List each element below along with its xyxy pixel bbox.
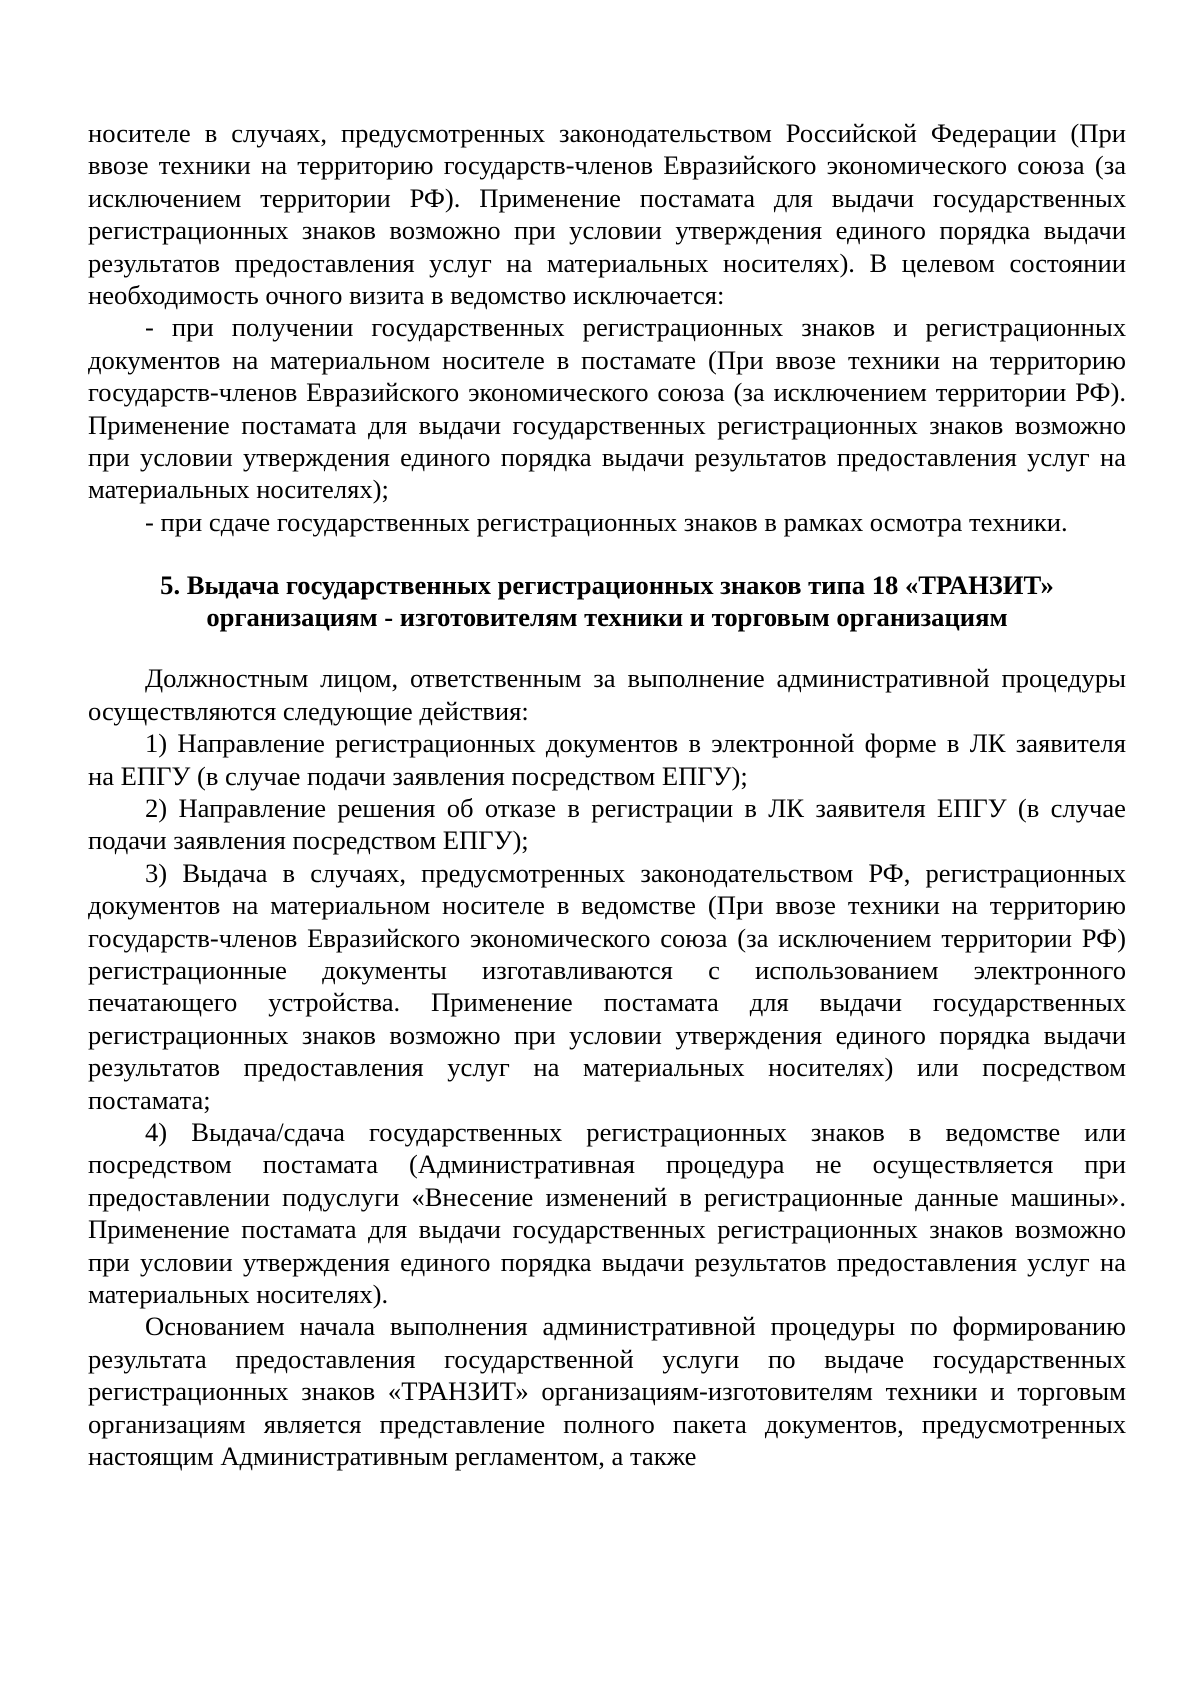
paragraph-bullet-inspection: - при сдаче государственных регистрационных знаков в рамках осмотра техники. bbox=[145, 506, 1068, 537]
list-item-1: 1) Направление регистрационных документов в электронной форме в ЛК заявителя на ЕПГУ (в случае подачи заявления посредством ЕПГУ); bbox=[88, 728, 1126, 791]
paragraph-bullet-postamat: - при получении государственных регистрационных знаков и регистрационных документов на материальном носителе в постамате (При ввозе техники на территорию государств-членов Евразийского экономического союза (за исключением территории РФ). Применение постамата для выдачи государственных регистрационных знаков возможно при условии утверждения единого порядка выдачи результатов предоставления услуг на материальных носителях); bbox=[88, 312, 1126, 505]
list-item-4: 4) Выдача/сдача государственных регистрационных знаков в ведомстве или посредством постамата (Административная процедура не осуществляется при предоставлении подуслуги «Внесение изменений в регистрационные данные машины». Применение постамата для выдачи государственных регистрационных знаков возможно при условии утверждения единого порядка выдачи результатов предоставления услуг на материальных носителях). bbox=[88, 1116, 1126, 1309]
document-page bbox=[88, 117, 1126, 1472]
section-heading bbox=[88, 569, 1126, 633]
paragraph-basis: Основанием начала выполнения административной процедуры по формированию результата предоставления государственной услуги по выдаче государственных регистрационных знаков «ТРАНЗИТ» организациям-изготовителям техники и торговым организациям является представление полного пакета документов, предусмотренных настоящим Административным регламентом, а также bbox=[88, 1311, 1126, 1472]
paragraph-continuation: носителе в случаях, предусмотренных законодательством Российской Федерации (При ввозе техники на территорию государств-членов Евразийского экономического союза (за исключением территории РФ). Применение постамата для выдачи государственных регистрационных знаков возможно при условии утверждения единого порядка выдачи результатов предоставления услуг на материальных носителях). В целевом состоянии необходимость очного визита в ведомство исключается: bbox=[88, 118, 1126, 311]
list-item-3: 3) Выдача в случаях, предусмотренных законодательством РФ, регистрационных документов на материальном носителе в ведомстве (При ввозе техники на территорию государств-членов Евразийского экономического союза (за исключением территории РФ) регистрационные документы изготавливаются с использованием электронного печатающего устройства. Применение постамата для выдачи государственных регистрационных знаков возможно при условии утверждения единого порядка выдачи результатов предоставления услуг на материальных носителях) или посредством постамата; bbox=[88, 857, 1126, 1115]
paragraph-official-actions: Должностным лицом, ответственным за выполнение административной процедуры осуществляются следующие действия: bbox=[88, 663, 1126, 726]
section-heading-line-1: 5. Выдача государственных регистрационных знаков типа 18 «ТРАНЗИТ» bbox=[160, 570, 1054, 601]
list-item-2: 2) Направление решения об отказе в регистрации в ЛК заявителя ЕПГУ (в случае подачи заявления посредством ЕПГУ); bbox=[88, 792, 1126, 856]
section-heading-line-2: организациям - изготовителям техники и торговым организациям bbox=[206, 602, 1008, 633]
